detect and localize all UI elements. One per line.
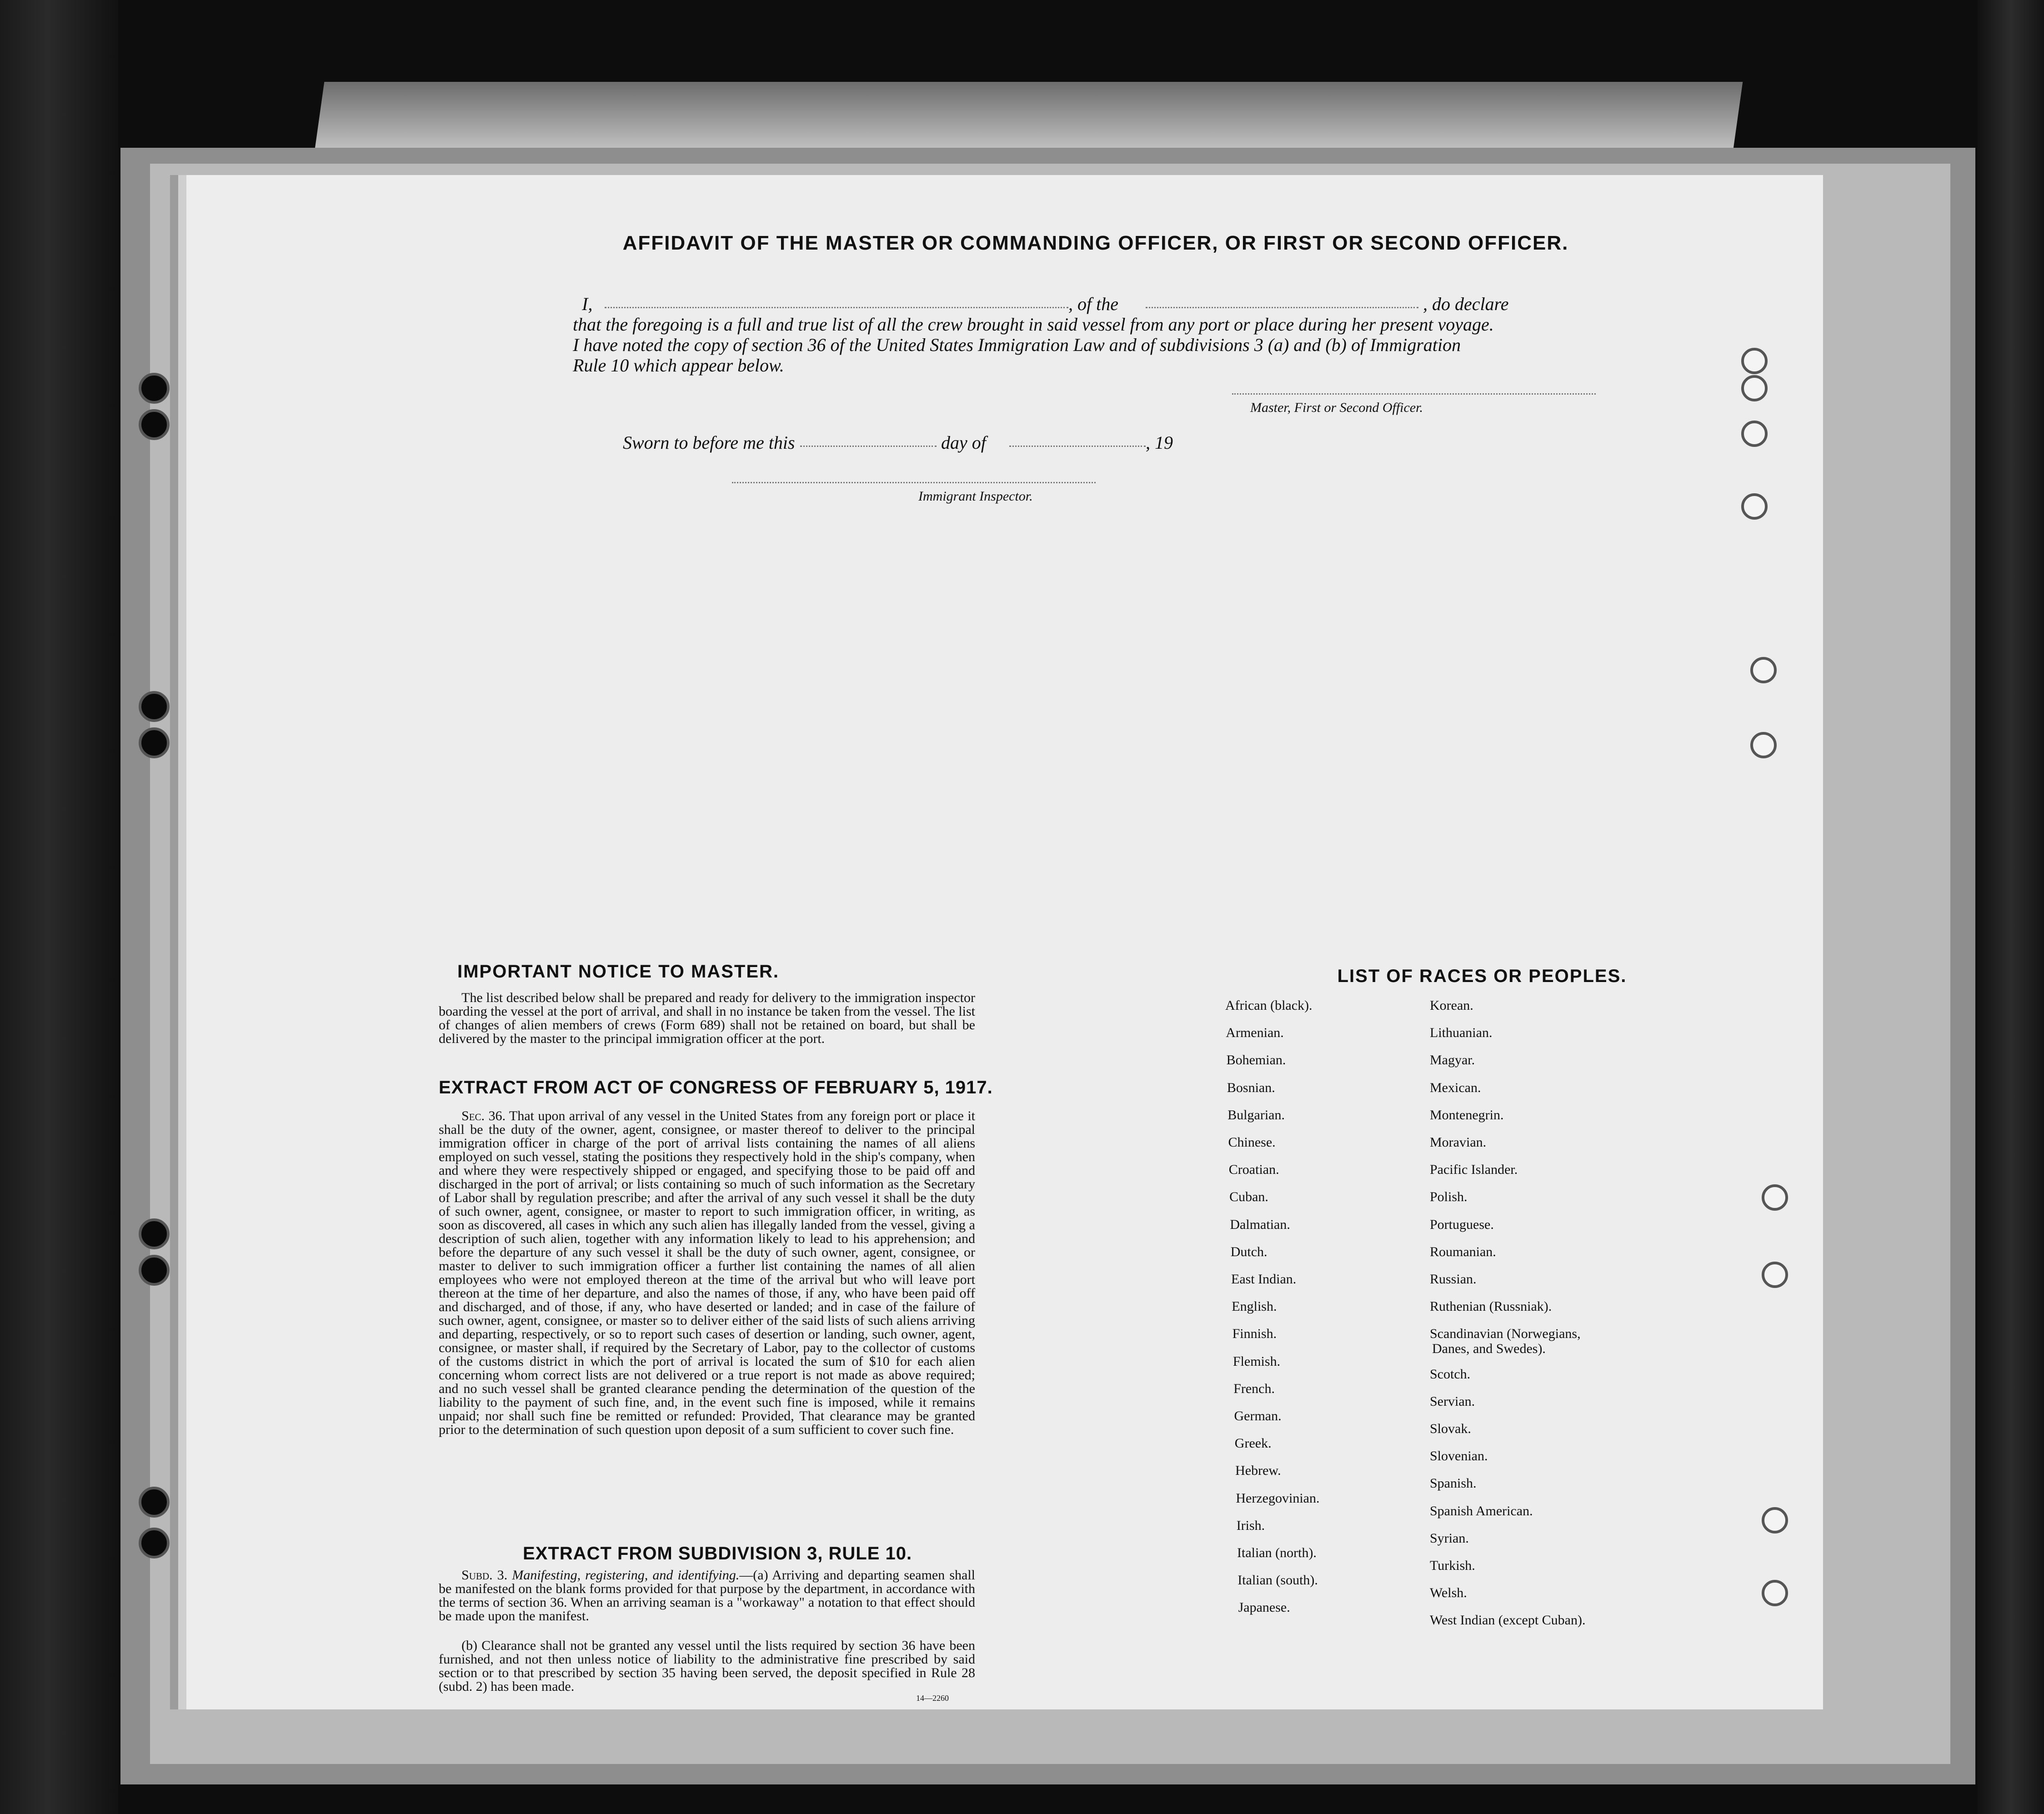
- vessel-blank: [1146, 307, 1418, 308]
- race-item: Bulgarian.: [1227, 1107, 1285, 1122]
- race-item: Hebrew.: [1235, 1463, 1281, 1478]
- race-item: Chinese.: [1228, 1135, 1276, 1150]
- affidavit-title: AFFIDAVIT OF THE MASTER OR COMMANDING OFFICER, OR FIRST OR SECOND OFFICER.: [622, 232, 1569, 254]
- race-item: German.: [1234, 1408, 1282, 1423]
- race-item: Slovak.: [1430, 1421, 1471, 1436]
- race-item: East Indian.: [1231, 1272, 1297, 1287]
- subdivision-heading: Manifesting, registering, and identifying.: [512, 1568, 740, 1583]
- notice-title: IMPORTANT NOTICE TO MASTER.: [457, 962, 780, 982]
- subdivision-label: Subd. 3.: [461, 1568, 508, 1583]
- punch-hole: [1741, 493, 1768, 520]
- races-title: LIST OF RACES OR PEOPLES.: [1337, 966, 1627, 986]
- race-item: Lithuanian.: [1430, 1025, 1493, 1041]
- race-item: French.: [1233, 1381, 1275, 1396]
- race-item: Italian (south).: [1237, 1573, 1318, 1588]
- punch-hole: [1750, 732, 1777, 758]
- race-item: Croatian.: [1228, 1162, 1279, 1178]
- inspector-signature-line: [732, 482, 1096, 483]
- affidavit-line-2: that the foregoing is a full and true list of all the crew brought in said vessel from any port or place during her present voyage.: [573, 314, 1494, 335]
- race-item: Portuguese.: [1430, 1217, 1494, 1232]
- affidavit-i: I,: [582, 294, 593, 314]
- binder-hole: [139, 1218, 170, 1249]
- extract-rule-a: [439, 1568, 975, 1623]
- race-item: Dalmatian.: [1230, 1217, 1290, 1232]
- binder-hole: [139, 1528, 170, 1558]
- punch-hole: [1762, 1580, 1788, 1606]
- notice-text: The list described below shall be prepared and ready for delivery to the immigration inspector boarding the vessel at the port of arrival, and shall in no instance be taken from the vessel. The list of changes of alien members of crews (Form 689) shall not be retained on board, but shall be delivered by the master to the principal immigration officer at the port.: [439, 990, 975, 1046]
- punch-hole: [1762, 1262, 1788, 1288]
- extract-act-text: [439, 1109, 975, 1437]
- race-item: Pacific Islander.: [1430, 1162, 1518, 1178]
- race-item: Polish.: [1430, 1189, 1468, 1205]
- sworn-label: Sworn to before me this: [623, 432, 795, 453]
- race-item: Italian (north).: [1237, 1545, 1317, 1560]
- race-item: West Indian (except Cuban).: [1430, 1613, 1586, 1628]
- binder-hole: [139, 1255, 170, 1286]
- month-blank: [1009, 446, 1146, 447]
- extract-rule-b: (b) Clearance shall not be granted any vessel until the lists required by section 36 have been furnished, and not then unless notice of liability to the administrative fine prescribed by said section or to that prescribed by section 35 having been served, the deposit specified in Rule 28 (subd. 2) has been made.: [439, 1638, 975, 1694]
- race-item: Spanish American.: [1430, 1503, 1533, 1518]
- race-item: Bosnian.: [1227, 1080, 1275, 1095]
- race-item: English.: [1232, 1299, 1277, 1314]
- master-signature-line: [1232, 393, 1596, 395]
- race-item: Finnish.: [1232, 1326, 1277, 1342]
- race-item: Spanish.: [1430, 1476, 1477, 1491]
- race-item: Dutch.: [1230, 1244, 1267, 1259]
- day-blank: [800, 446, 937, 447]
- race-item: Bohemian.: [1226, 1052, 1286, 1068]
- affidavit-line-3: I have noted the copy of section 36 of the United States Immigration Law and of subdivisions 3 (a) and (b) of Immigration: [573, 335, 1461, 355]
- race-item: Moravian.: [1430, 1135, 1487, 1150]
- binder-hole: [139, 691, 170, 722]
- punch-hole: [1741, 375, 1768, 401]
- race-item: Russian.: [1430, 1272, 1477, 1287]
- race-item: Syrian.: [1430, 1530, 1469, 1546]
- race-item: Korean.: [1430, 998, 1473, 1013]
- race-item: Irish.: [1236, 1518, 1265, 1533]
- inspector-signature-caption: Immigrant Inspector.: [918, 489, 1033, 504]
- race-item: African (black).: [1225, 998, 1313, 1013]
- race-item: Armenian.: [1226, 1025, 1284, 1041]
- binder-hole: [139, 727, 170, 758]
- extract-act-title: EXTRACT FROM ACT OF CONGRESS OF FEBRUARY 5, 1917.: [439, 1077, 993, 1097]
- race-item: Herzegovinian.: [1236, 1490, 1320, 1506]
- master-signature-caption: Master, First or Second Officer.: [1250, 400, 1423, 415]
- race-item: Scotch.: [1430, 1366, 1471, 1382]
- binder-hole: [139, 373, 170, 404]
- punch-hole: [1741, 348, 1768, 374]
- binder-hole: [139, 1487, 170, 1518]
- race-item: Cuban.: [1229, 1189, 1268, 1205]
- race-item: Japanese.: [1238, 1600, 1290, 1615]
- race-item: Magyar.: [1430, 1052, 1475, 1068]
- binder-right-edge: [1978, 0, 2044, 1814]
- race-item: Ruthenian (Russniak).: [1430, 1299, 1552, 1314]
- race-item: Mexican.: [1430, 1080, 1481, 1095]
- subdivision-text-a: —(a) Arriving and departing seamen shall be manifested on the blank forms provided for that purpose by the department, in accordance with the terms of section 36. When an arriving seaman is a "workaway" a notation to that effect should be made upon the manifest.: [439, 1568, 975, 1624]
- race-item: Roumanian.: [1430, 1244, 1496, 1259]
- race-item: Montenegrin.: [1430, 1107, 1504, 1122]
- year-label: , 19: [1146, 432, 1173, 453]
- race-item: Slovenian.: [1430, 1448, 1488, 1464]
- form-number: 14—2260: [916, 1694, 949, 1703]
- section-36-text: That upon arrival of any vessel in the United States from any foreign port or place it shall be the duty of the owner, agent, consignee, or master thereof to deliver to the principal immigration officer in charge of the port of arrival lists containing the names of all aliens employed on such vessel, stating the positions they respectively hold in the ship's company, when and where they were respectively shipped or engaged, and specifying those to be paid off and discharged in the port of arrival; or lists containing so much of such information as the Secretary of Labor shall by regulation prescribe; and after the arrival of any such vessel it shall be the duty of such owner, agent, consignee, or master to report to such immigration officer, in writing, as soon as discovered, all cases in which any such alien has illegally landed from the vessel, giving a description of such alien, together with any information likely to lead to his apprehension; and before the departure of any such vessel it shall be the duty of such owner, agent, consignee, or master to deliver to such immigration officer a further list containing the names of all alien employees who were not employed thereon at the time of the arrival but who will leave port thereon at the time of her departure, and also the names of those, if any, who have been paid off and discharged, and of those, if any, who have deserted or landed; and in case of the failure of such owner, agent, consignee, or master so to deliver either of the said lists of such aliens arriving and departing, respectively, or so to report such cases of desertion or landing, such owner, agent, consignee, or master shall, if required by the Secretary of Labor, pay to the collector of customs of the customs district in which the port of arrival is located the sum of $10 for each alien concerning whom correct lists are not delivered or a true report is not made as above required; and no such vessel shall be granted clearance pending the determination of the question of the liability to the payment of such fine, and, in the event such fine is imposed, while it remains unpaid; nor shall such fine be remitted or refunded: Provided, That clearance may be granted prior to the determination of such question upon deposit of a sum sufficient to cover such fine.: [439, 1108, 975, 1437]
- race-item: Scandinavian (Norwegians,: [1430, 1326, 1581, 1342]
- race-item: Greek.: [1234, 1436, 1272, 1451]
- punch-hole: [1750, 657, 1777, 683]
- punch-hole: [1762, 1507, 1788, 1533]
- race-item: Flemish.: [1232, 1353, 1281, 1369]
- affidavit-line-4: Rule 10 which appear below.: [573, 355, 784, 376]
- manifest-page: [186, 175, 1823, 1709]
- name-blank: [605, 307, 1068, 308]
- day-of-label: day of: [941, 432, 986, 453]
- affidavit-of-the: , of the: [1068, 294, 1118, 314]
- punch-hole: [1762, 1184, 1788, 1211]
- race-item: Turkish.: [1430, 1558, 1475, 1573]
- affidavit-declare: , do declare: [1423, 294, 1509, 314]
- section-label: Sec. 36.: [461, 1108, 506, 1123]
- binder-hole: [139, 409, 170, 440]
- punch-hole: [1741, 421, 1768, 447]
- race-item: Welsh.: [1430, 1585, 1467, 1601]
- extract-rule-title: EXTRACT FROM SUBDIVISION 3, RULE 10.: [523, 1543, 912, 1563]
- binder-left-edge: [0, 0, 118, 1814]
- race-item: Servian.: [1430, 1393, 1475, 1409]
- race-item: Danes, and Swedes).: [1432, 1341, 1546, 1356]
